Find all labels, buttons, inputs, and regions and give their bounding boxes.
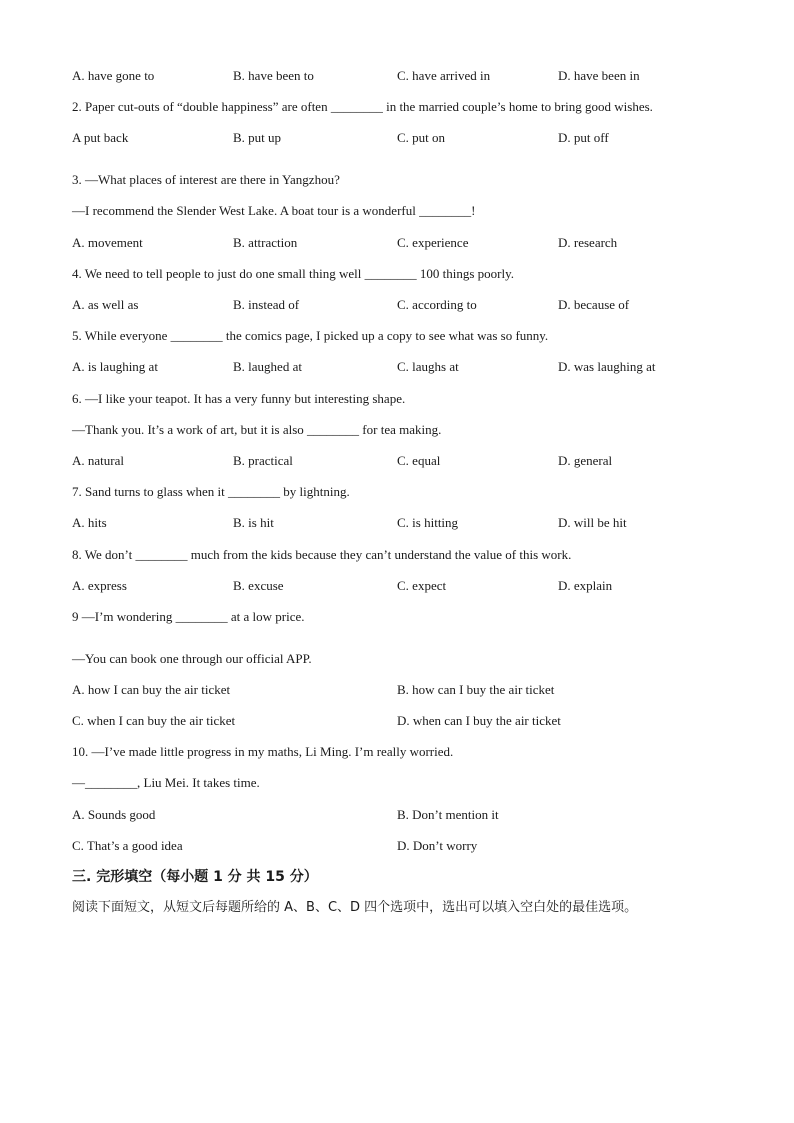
q10-option-b: B. Don’t mention it <box>397 807 499 822</box>
q9-stem: 9 —I’m wondering ________ at a low price. <box>72 609 305 624</box>
q9-option-a: A. how I can buy the air ticket <box>72 682 231 697</box>
q1-option-a: A. have gone to <box>72 68 155 83</box>
section-3-title: 三. 完形填空（每小题 1 分 共 15 分） <box>72 869 318 885</box>
q2-stem: 2. Paper cut-outs of “double happiness” are often ________ in the married couple’s home to bring good wishes. <box>72 99 653 114</box>
q10-stem: 10. —I’ve made little progress in my maths, Li Ming. I’m really worried. <box>72 744 454 759</box>
q3-reply: —I recommend the Slender West Lake. A boat tour is a wonderful ________! <box>72 203 476 218</box>
q7-option-d: D. will be hit <box>558 515 627 530</box>
q6-option-b: B. practical <box>233 453 293 468</box>
q10-option-a: A. Sounds good <box>72 807 156 822</box>
q1-option-c: C. have arrived in <box>397 68 491 83</box>
q5-option-d: D. was laughing at <box>558 359 656 374</box>
section-3-instruction: 阅读下面短文，从短文后每题所给的 A、B、C、D 四个选项中，选出可以填入空白处的最佳选项。 <box>72 900 638 915</box>
q6-stem: 6. —I like your teapot. It has a very funny but interesting shape. <box>72 391 406 406</box>
q7-option-b: B. is hit <box>233 515 274 530</box>
q4-option-d: D. because of <box>558 297 630 312</box>
q7-stem: 7. Sand turns to glass when it ________ by lightning. <box>72 484 350 499</box>
q2-option-a: A put back <box>72 130 129 145</box>
q3-stem: 3. —What places of interest are there in Yangzhou? <box>72 172 340 187</box>
q8-option-b: B. excuse <box>233 578 284 593</box>
q6-option-d: D. general <box>558 453 613 468</box>
q9-reply: —You can book one through our official APP. <box>72 651 312 666</box>
q6-option-a: A. natural <box>72 453 124 468</box>
q8-option-d: D. explain <box>558 578 613 593</box>
q2-option-c: C. put on <box>397 130 446 145</box>
q4-stem: 4. We need to tell people to just do one small thing well ________ 100 things poorly. <box>72 266 514 281</box>
q3-option-b: B. attraction <box>233 235 298 250</box>
q5-option-a: A. is laughing at <box>72 359 158 374</box>
q9-option-d: D. when can I buy the air ticket <box>397 713 561 728</box>
q6-option-c: C. equal <box>397 453 441 468</box>
q10-option-d: D. Don’t worry <box>397 838 478 853</box>
q3-option-d: D. research <box>558 235 618 250</box>
q5-option-b: B. laughed at <box>233 359 302 374</box>
q1-option-d: D. have been in <box>558 68 640 83</box>
q9-option-b: B. how can I buy the air ticket <box>397 682 555 697</box>
q7-option-c: C. is hitting <box>397 515 459 530</box>
q3-option-a: A. movement <box>72 235 143 250</box>
q6-reply: —Thank you. It’s a work of art, but it is also ________ for tea making. <box>72 422 442 437</box>
q4-option-b: B. instead of <box>233 297 300 312</box>
q5-option-c: C. laughs at <box>397 359 459 374</box>
q7-option-a: A. hits <box>72 515 107 530</box>
q5-stem: 5. While everyone ________ the comics page, I picked up a copy to see what was so funny. <box>72 328 549 343</box>
q3-option-c: C. experience <box>397 235 469 250</box>
q9-option-c: C. when I can buy the air ticket <box>72 713 236 728</box>
q8-option-a: A. express <box>72 578 127 593</box>
q2-option-b: B. put up <box>233 130 282 145</box>
q8-stem: 8. We don’t ________ much from the kids because they can’t understand the value of this work. <box>72 547 572 562</box>
q1-option-b: B. have been to <box>233 68 314 83</box>
q4-option-c: C. according to <box>397 297 477 312</box>
q2-option-d: D. put off <box>558 130 609 145</box>
q10-option-c: C. That’s a good idea <box>72 838 183 853</box>
q10-reply: —________, Liu Mei. It takes time. <box>72 775 260 790</box>
q8-option-c: C. expect <box>397 578 447 593</box>
q4-option-a: A. as well as <box>72 297 139 312</box>
